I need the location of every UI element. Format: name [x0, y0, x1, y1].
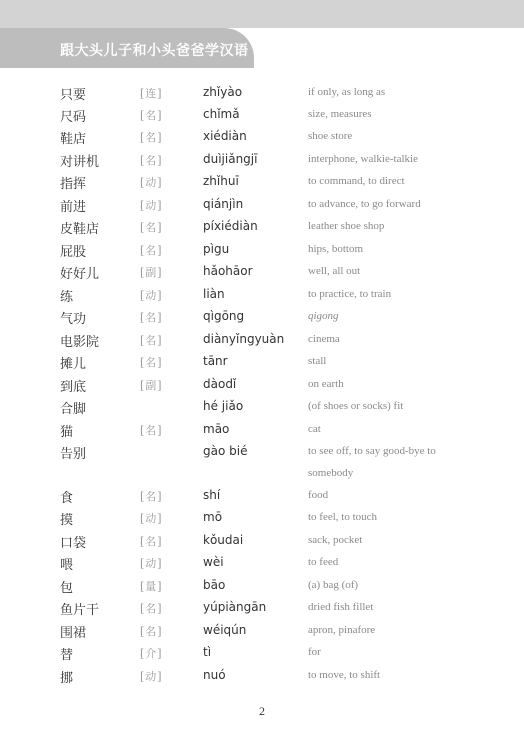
- part-of-speech: [名]: [140, 244, 163, 257]
- vocab-entry: [0, 532, 524, 552]
- hanzi: 前进: [60, 200, 87, 215]
- vocab-entry: [0, 443, 524, 479]
- hanzi: 到底: [60, 380, 87, 395]
- part-of-speech: [动]: [140, 289, 163, 302]
- hanzi: 摊儿: [60, 357, 87, 372]
- hanzi: 尺码: [60, 110, 87, 125]
- english-gloss: cat: [308, 423, 321, 435]
- pinyin: mō: [203, 510, 223, 524]
- vocab-entry: [0, 554, 524, 574]
- pinyin: qìgōng: [203, 309, 245, 323]
- english-gloss: leather shoe shop: [308, 220, 385, 232]
- pinyin: píxiédiàn: [203, 219, 258, 233]
- vocab-entry: [0, 644, 524, 664]
- vocab-entry: [0, 218, 524, 238]
- english-gloss: to feel, to touch: [308, 511, 378, 523]
- vocab-entry: [0, 263, 524, 283]
- part-of-speech: [名]: [140, 625, 163, 638]
- hanzi: 只要: [60, 88, 87, 103]
- book-title: 跟大头儿子和小头爸爸学汉语: [60, 43, 249, 59]
- pinyin: zhǐyào: [203, 85, 243, 99]
- english-gloss: (of shoes or socks) fit: [308, 400, 404, 412]
- pinyin: wéiqún: [203, 623, 247, 637]
- hanzi: 鞋店: [60, 132, 87, 147]
- hanzi: 摸: [60, 513, 74, 528]
- english-gloss: qigong: [308, 310, 339, 322]
- header-band: [0, 0, 524, 28]
- pinyin: zhǐhuī: [203, 174, 239, 188]
- hanzi: 挪: [60, 671, 74, 686]
- pinyin: dàodǐ: [203, 377, 237, 391]
- english-gloss: size, measures: [308, 108, 372, 120]
- part-of-speech: [名]: [140, 311, 163, 324]
- hanzi: 屁股: [60, 245, 87, 260]
- pinyin: pìgu: [203, 242, 230, 256]
- english-gloss: apron, pinafore: [308, 624, 376, 636]
- pinyin: qiánjìn: [203, 197, 244, 211]
- part-of-speech: [名]: [140, 356, 163, 369]
- hanzi: 包: [60, 581, 74, 596]
- hanzi: 替: [60, 648, 74, 663]
- vocab-entry: [0, 173, 524, 193]
- part-of-speech: [量]: [140, 580, 163, 593]
- pinyin: nuó: [203, 668, 226, 682]
- pinyin: kǒudai: [203, 533, 244, 547]
- hanzi: 喂: [60, 558, 74, 573]
- vocab-entry: [0, 577, 524, 597]
- hanzi: 围裙: [60, 626, 87, 641]
- hanzi: 好好儿: [60, 267, 100, 282]
- english-gloss: for: [308, 646, 321, 658]
- english-gloss: on earth: [308, 378, 344, 390]
- english-gloss: to advance, to go forward: [308, 198, 421, 210]
- part-of-speech: [名]: [140, 221, 163, 234]
- hanzi: 猫: [60, 425, 74, 440]
- hanzi: 电影院: [60, 335, 100, 350]
- pinyin: tānr: [203, 354, 228, 368]
- english-gloss: if only, as long as: [308, 86, 386, 98]
- pinyin: chǐmǎ: [203, 107, 240, 121]
- pinyin: hé jiǎo: [203, 399, 244, 413]
- vocab-entry: [0, 667, 524, 687]
- english-gloss: interphone, walkie-talkie: [308, 153, 418, 165]
- pinyin: wèi: [203, 555, 224, 569]
- pinyin: bāo: [203, 578, 226, 592]
- part-of-speech: [名]: [140, 154, 163, 167]
- vocab-entry: [0, 308, 524, 328]
- vocab-entry: [0, 487, 524, 507]
- hanzi: 指挥: [60, 177, 87, 192]
- vocab-entry: [0, 353, 524, 373]
- vocab-entry: [0, 398, 524, 418]
- vocab-entry: [0, 331, 524, 351]
- pinyin: diànyǐngyuàn: [203, 332, 285, 346]
- pinyin: xiédiàn: [203, 129, 247, 143]
- vocab-entry: [0, 84, 524, 104]
- english-gloss: food: [308, 489, 329, 501]
- pinyin: duìjiǎngjī: [203, 152, 258, 166]
- hanzi: 对讲机: [60, 155, 100, 170]
- part-of-speech: [名]: [140, 535, 163, 548]
- part-of-speech: [名]: [140, 109, 163, 122]
- pinyin: liàn: [203, 287, 225, 301]
- english-gloss: shoe store: [308, 130, 353, 142]
- vocab-entry: [0, 241, 524, 261]
- part-of-speech: [名]: [140, 424, 163, 437]
- vocab-entry: [0, 151, 524, 171]
- english-gloss: to practice, to train: [308, 288, 392, 300]
- english-gloss: cinema: [308, 333, 340, 345]
- page-number: 2: [259, 704, 265, 718]
- english-gloss: stall: [308, 355, 327, 367]
- english-gloss: sack, pocket: [308, 534, 363, 546]
- part-of-speech: [动]: [140, 199, 163, 212]
- english-gloss: hips, bottom: [308, 243, 364, 255]
- hanzi: 合脚: [60, 402, 87, 417]
- hanzi: 鱼片干: [60, 603, 100, 618]
- part-of-speech: [副]: [140, 379, 163, 392]
- vocab-entry: [0, 128, 524, 148]
- english-gloss: dried fish fillet: [308, 601, 374, 613]
- vocab-entry: [0, 421, 524, 441]
- part-of-speech: [副]: [140, 266, 163, 279]
- pinyin: hǎohāor: [203, 264, 253, 278]
- part-of-speech: [动]: [140, 670, 163, 683]
- pinyin: gào bié: [203, 444, 248, 458]
- vocab-entry: [0, 106, 524, 126]
- vocab-entry: [0, 509, 524, 529]
- vocab-entry: [0, 599, 524, 619]
- english-gloss: to move, to shift: [308, 669, 381, 681]
- pinyin: māo: [203, 422, 230, 436]
- part-of-speech: [名]: [140, 334, 163, 347]
- english-gloss: to see off, to say good-bye to somebody: [308, 445, 436, 479]
- english-gloss: well, all out: [308, 265, 361, 277]
- pinyin: shí: [203, 488, 221, 502]
- vocab-entry: [0, 286, 524, 306]
- pinyin: tì: [203, 645, 212, 659]
- part-of-speech: [连]: [140, 87, 163, 100]
- hanzi: 气功: [60, 312, 87, 327]
- hanzi: 告别: [60, 447, 87, 462]
- hanzi: 皮鞋店: [60, 222, 100, 237]
- part-of-speech: [名]: [140, 602, 163, 615]
- vocab-entry: [0, 376, 524, 396]
- part-of-speech: [介]: [140, 647, 163, 660]
- part-of-speech: [动]: [140, 557, 163, 570]
- english-gloss: (a) bag (of): [308, 579, 359, 591]
- english-gloss: to command, to direct: [308, 175, 405, 187]
- part-of-speech: [名]: [140, 131, 163, 144]
- hanzi: 口袋: [60, 536, 87, 551]
- vocab-entry: [0, 196, 524, 216]
- english-gloss: to feed: [308, 556, 339, 568]
- hanzi: 食: [60, 491, 74, 506]
- hanzi: 练: [60, 290, 74, 305]
- part-of-speech: [动]: [140, 512, 163, 525]
- pinyin: yúpiàngān: [203, 600, 267, 614]
- part-of-speech: [名]: [140, 490, 163, 503]
- part-of-speech: [动]: [140, 176, 163, 189]
- vocab-entry: [0, 622, 524, 642]
